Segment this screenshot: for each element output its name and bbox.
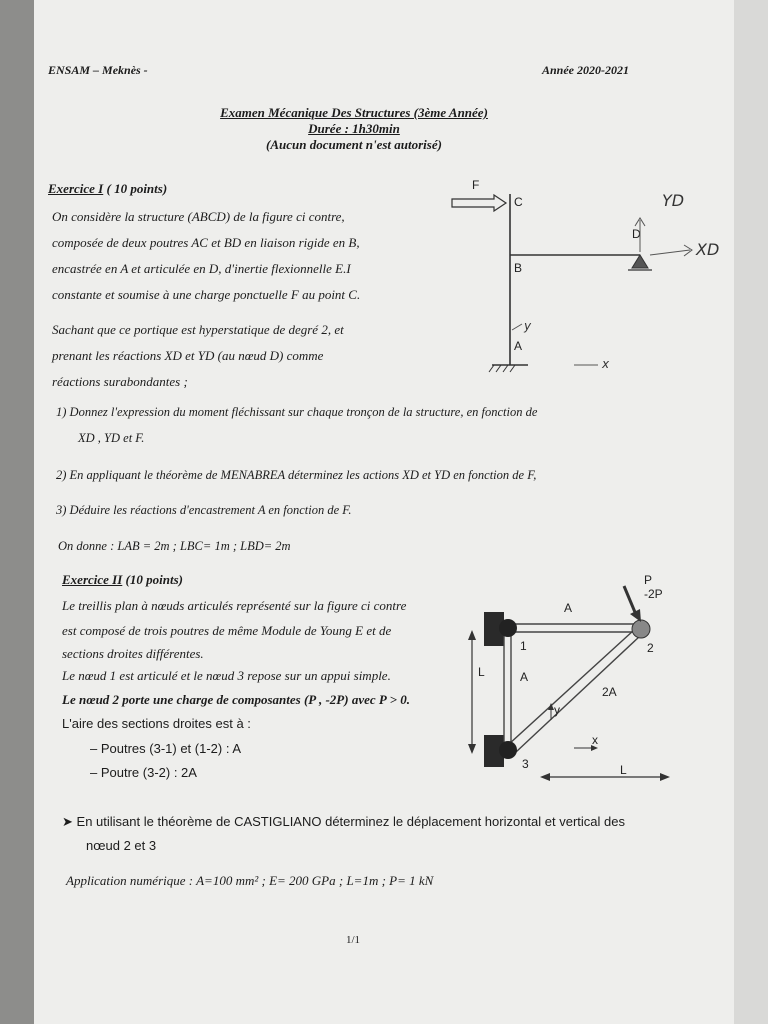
label-F: F — [472, 178, 480, 192]
label-minus-2P: -2P — [644, 587, 663, 601]
label-axis-x: x — [592, 733, 598, 747]
exam-title: Examen Mécanique Des Structures (3ème Année) — [220, 105, 488, 120]
ex2-line-4: Le nœud 1 est articulé et le nœud 3 repose sur un appui simple. — [62, 668, 391, 683]
exam-sheet — [34, 0, 734, 1024]
node-3 — [499, 741, 517, 759]
academic-year: Année 2020-2021 — [542, 63, 629, 77]
ex2-bullet-2: – Poutre (3-2) : 2A — [90, 765, 197, 780]
ex1-frame-figure — [444, 172, 734, 382]
ex2-numerical-application: Application numérique : A=100 mm² ; E= 200 GPa ; L=1m ; P= 1 kN — [66, 873, 434, 888]
ex1-heading: Exercice I — [48, 181, 104, 196]
node-1 — [499, 619, 517, 637]
ex1-question-3: 3) Déduire les réactions d'encastrement A en fonction de F. — [56, 503, 352, 517]
ex2-points: (10 points) — [125, 572, 183, 587]
ex2-heading-block — [62, 572, 183, 588]
label-B: B — [514, 261, 523, 275]
ex2-bullet-1: – Poutres (3-1) et (1-2) : A — [90, 741, 242, 756]
exam-duration: Durée : 1h30min — [308, 121, 400, 136]
ex2-truss-figure — [464, 572, 694, 782]
label-C: C — [514, 195, 523, 209]
label-length-vertical: L — [478, 665, 485, 679]
label-member-2A: 2A — [602, 685, 617, 699]
ex1-question-1a: 1) Donnez l'expression du moment fléchissant sur chaque tronçon de la structure, en fonction de — [56, 405, 538, 419]
ex1-hyp-2: prenant les réactions XD et YD (au nœud D) comme — [52, 348, 324, 363]
ex1-intro-3: encastrée en A et articulée en D, d'inertie flexionnelle E.I — [52, 261, 351, 276]
exam-note: (Aucun document n'est autorisé) — [266, 137, 442, 152]
school-name: ENSAM – Meknès - — [48, 63, 148, 77]
label-P: P — [644, 573, 653, 587]
label-node-1: 1 — [520, 639, 527, 653]
ex2-line-5: Le nœud 2 porte une charge de composantes (P , -2P) avec P > 0. — [62, 692, 411, 707]
ex1-intro-2: composée de deux poutres AC et BD en liaison rigide en B, — [52, 235, 360, 250]
ex2-task-b: nœud 2 et 3 — [86, 838, 157, 853]
label-length-horizontal: L — [620, 763, 627, 777]
label-A: A — [514, 339, 523, 353]
scan-right-border — [734, 0, 768, 1024]
ex1-question-1b: XD , YD et F. — [78, 431, 145, 445]
ex2-heading: Exercice II — [62, 572, 123, 587]
ex2-line-2: est composé de trois poutres de même Module de Young E et de — [62, 623, 392, 638]
label-member-A-left: A — [520, 670, 529, 684]
ex1-heading-block — [48, 181, 167, 197]
label-node-2: 2 — [647, 641, 654, 655]
scan-left-border — [0, 0, 34, 1024]
handwritten-YD: YD — [662, 191, 685, 210]
ex1-given-data: On donne : LAB = 2m ; LBC= 1m ; LBD= 2m — [58, 539, 291, 553]
ex1-hyp-1: Sachant que ce portique est hyperstatique de degré 2, et — [52, 322, 344, 337]
handwritten-XD: XD — [696, 240, 720, 259]
ex2-task-a: En utilisant le théorème de CASTIGLIANO déterminez le déplacement horizontal et vertical des — [76, 814, 625, 829]
node-2 — [632, 620, 650, 638]
label-axis-y: y — [554, 703, 560, 717]
handwritten-y-axis: y — [524, 319, 532, 333]
label-member-A-top: A — [564, 601, 573, 615]
arrow-bullet-icon: ➤ — [62, 814, 73, 829]
ex1-intro-4: constante et soumise à une charge ponctuelle F au point C. — [52, 287, 361, 302]
ex2-line-3: sections droites différentes. — [62, 646, 204, 661]
label-node-3: 3 — [522, 757, 529, 771]
ex2-task-line-1 — [62, 814, 625, 830]
ex2-line-6: L'aire des sections droites est à : — [62, 716, 251, 731]
ex1-hyp-3: réactions surabondantes ; — [52, 374, 188, 389]
ex1-points: ( 10 points) — [106, 181, 168, 196]
handwritten-x-axis: x — [602, 357, 610, 371]
label-D: D — [632, 227, 641, 241]
ex2-line-1: Le treillis plan à nœuds articulés représenté sur la figure ci contre — [62, 598, 407, 613]
ex1-question-2: 2) En appliquant le théorème de MENABREA déterminez les actions XD et YD en fonction de F, — [56, 468, 537, 482]
page-number: 1/1 — [346, 934, 361, 946]
ex1-intro-1: On considère la structure (ABCD) de la figure ci contre, — [52, 209, 345, 224]
